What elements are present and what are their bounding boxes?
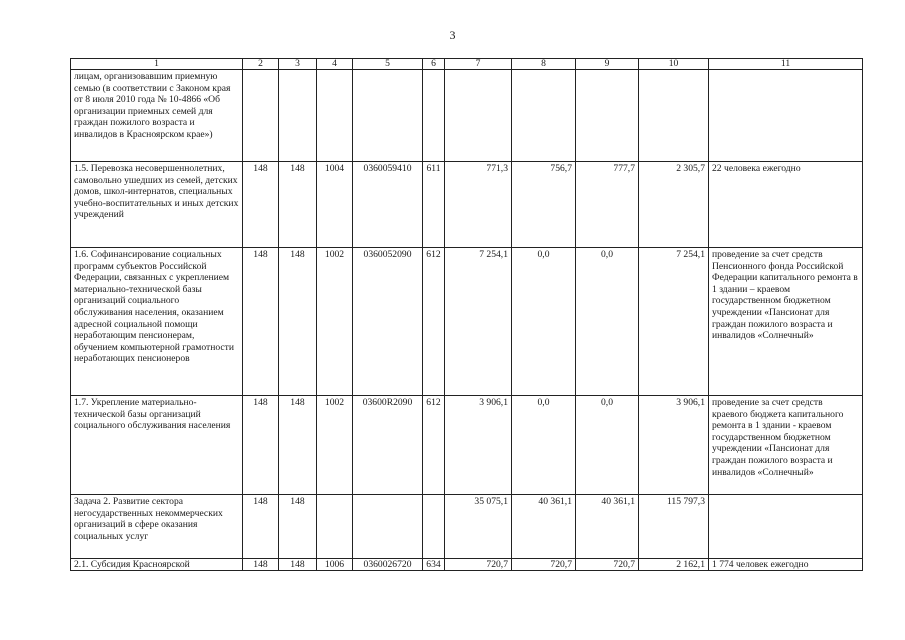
cell: 1002 [317, 248, 353, 396]
page-number: 3 [449, 28, 456, 42]
cell: 148 [279, 495, 317, 559]
cell: 40 361,1 [576, 495, 639, 559]
cell: 720,7 [512, 559, 576, 571]
cell [639, 70, 709, 162]
row-name: 1.6. Софинансирование социальных программ субъектов Российской Федерации, связанных с укреплением материально-технической базы организаций социального обслуживания населения, оказанием адресной социальной помощи неработающим пенсионерам, обучением компьютерной грамотности неработающих пенсионеров [71, 248, 243, 396]
cell: 148 [279, 162, 317, 248]
result-cell: 1 774 человек ежегодно [709, 559, 863, 571]
result-cell: проведение за счет средств Пенсионного фонда Российской Федерации капитального ремонта в 1 здании – краевом государственном бюджетном учреждении «Пансионат для граждан пожилого возраста и инвалидов «Солнечный» [709, 248, 863, 396]
cell: 720,7 [445, 559, 512, 571]
cell: 148 [279, 559, 317, 571]
result-cell: 22 человека ежегодно [709, 162, 863, 248]
result-cell [709, 495, 863, 559]
table-row [71, 70, 863, 162]
cell [279, 70, 317, 162]
cell [353, 495, 423, 559]
table-row [71, 162, 863, 248]
cell: 1004 [317, 162, 353, 248]
cell: 0,0 [512, 396, 576, 495]
result-cell: проведение за счет средств краевого бюджета капитального ремонта в 1 здании - краевом государственном бюджетном учреждении «Пансионат для граждан пожилого возраста и инвалидов «Солнечный» [709, 396, 863, 495]
cell: 0360026720 [353, 559, 423, 571]
cell: 148 [243, 495, 279, 559]
header-row [71, 59, 863, 70]
cell: 148 [279, 396, 317, 495]
cell [423, 70, 445, 162]
cell: 0,0 [576, 396, 639, 495]
cell: 720,7 [576, 559, 639, 571]
cell: 148 [243, 162, 279, 248]
column-header: 8 [512, 59, 576, 70]
budget-table [70, 58, 863, 571]
cell: 0,0 [512, 248, 576, 396]
cell: 2 305,7 [639, 162, 709, 248]
column-header: 2 [243, 59, 279, 70]
cell [353, 70, 423, 162]
cell: 40 361,1 [512, 495, 576, 559]
cell: 2 162,1 [639, 559, 709, 571]
column-header: 3 [279, 59, 317, 70]
cell [445, 70, 512, 162]
column-header: 9 [576, 59, 639, 70]
column-header: 5 [353, 59, 423, 70]
cell: 1002 [317, 396, 353, 495]
row-name: 1.5. Перевозка несовершеннолетних, самовольно ушедших из семей, детских домов, школ-интернатов, специальных учебно-воспитательных и иных детских учреждений [71, 162, 243, 248]
table-row [71, 559, 863, 571]
column-header: 6 [423, 59, 445, 70]
cell [576, 70, 639, 162]
cell: 148 [243, 248, 279, 396]
cell: 0360059410 [353, 162, 423, 248]
cell: 03600R2090 [353, 396, 423, 495]
cell: 3 906,1 [445, 396, 512, 495]
cell: 148 [243, 396, 279, 495]
cell [317, 495, 353, 559]
row-name: 2.1. Субсидия Красноярской [71, 559, 243, 571]
cell [317, 70, 353, 162]
table-row [71, 396, 863, 495]
cell: 612 [423, 248, 445, 396]
row-name: Задача 2. Развитие сектора негосударственных некоммерческих организаций в сфере оказания социальных услуг [71, 495, 243, 559]
table-row [71, 248, 863, 396]
cell: 0,0 [576, 248, 639, 396]
cell: 115 797,3 [639, 495, 709, 559]
column-header: 4 [317, 59, 353, 70]
cell [243, 70, 279, 162]
cell: 756,7 [512, 162, 576, 248]
cell: 771,3 [445, 162, 512, 248]
cell: 7 254,1 [639, 248, 709, 396]
table-row [71, 495, 863, 559]
column-header: 7 [445, 59, 512, 70]
cell [512, 70, 576, 162]
cell: 0360052090 [353, 248, 423, 396]
column-header: 1 [71, 59, 243, 70]
row-name: лицам, организовавшим приемную семью (в соответствии с Законом края от 8 июля 2010 года № 10-4866 «Об организации приемных семей для граждан пожилого возраста и инвалидов в Красноярском крае») [71, 70, 243, 162]
column-header: 10 [639, 59, 709, 70]
cell: 7 254,1 [445, 248, 512, 396]
result-cell [709, 70, 863, 162]
row-name: 1.7. Укрепление материально-технической базы организаций социального обслуживания населения [71, 396, 243, 495]
cell [423, 495, 445, 559]
cell: 148 [279, 248, 317, 396]
cell: 3 906,1 [639, 396, 709, 495]
cell: 148 [243, 559, 279, 571]
cell: 612 [423, 396, 445, 495]
cell: 634 [423, 559, 445, 571]
cell: 611 [423, 162, 445, 248]
cell: 777,7 [576, 162, 639, 248]
cell: 35 075,1 [445, 495, 512, 559]
column-header: 11 [709, 59, 863, 70]
cell: 1006 [317, 559, 353, 571]
